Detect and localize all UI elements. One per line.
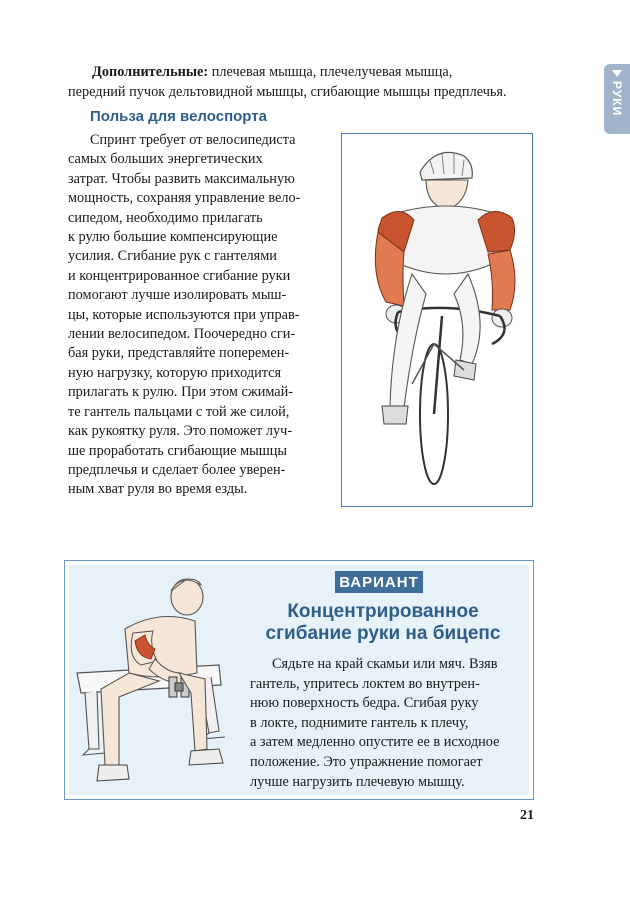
section-line: самых больших энергетических	[68, 151, 263, 168]
section-line: лении велосипедом. Поочередно сги-	[68, 326, 296, 343]
section-line: те гантель пальцами с той же силой,	[68, 403, 290, 420]
section-line: и концентрированное сгибание руки	[68, 267, 291, 284]
section-line: ше проработать сгибающие мышцы	[68, 442, 288, 459]
intro-bold-label: Дополнительные:	[92, 64, 209, 80]
variant-line: Сядьте на край скамьи или мяч. Взяв	[272, 656, 498, 672]
variant-line: лучше нагрузить плечевую мышцу.	[250, 773, 465, 790]
section-line: усилия. Сгибание рук с гантелями	[68, 248, 277, 265]
variant-line: а затем медленно опустите ее в исходное	[250, 734, 500, 751]
variant-title-line: Концентрированное	[287, 601, 479, 622]
variant-title-line: сгибание руки на бицепс	[265, 623, 501, 644]
variant-badge: ВАРИАНТ	[335, 571, 423, 593]
section-line: цы, которые используются при управ-	[68, 306, 300, 323]
section-line: прилагать к рулю. При этом сжимай-	[68, 384, 294, 401]
section-line: бая руки, представляйте поперемен-	[68, 345, 290, 362]
variant-line: положение. Это упражнение помогает	[250, 753, 483, 770]
side-tab-label: РУКИ	[610, 81, 624, 117]
side-tab[interactable]	[604, 64, 630, 134]
intro-text: плечевая мышца, плечелучевая мышца, передний пучок дельтовидной мышцы, сгибающие мышцы предплечья.	[68, 64, 507, 100]
variant-line: в локте, поднимите гантель к плечу,	[250, 714, 469, 731]
section-body	[68, 131, 318, 500]
section-line: сипедом, необходимо прилагать	[68, 209, 263, 226]
section-line: затрат. Чтобы развить максимальную	[68, 170, 295, 187]
cyclist-illustration	[341, 133, 533, 507]
cyclist-drawing	[342, 134, 532, 506]
section-line: как рукоятку руля. Это поможет луч-	[68, 423, 293, 440]
concentration-curl-illustration	[69, 569, 245, 795]
intro-paragraph	[68, 62, 508, 102]
section-line: мощность, сохраняя управление вело-	[68, 190, 301, 207]
section-line: ным хват руля во время езды.	[68, 481, 248, 498]
page-number: 21	[520, 808, 534, 823]
section-line: к рулю большие компенсирующие	[68, 229, 278, 246]
variant-line: гантель, упритесь локтем во внутрен-	[250, 675, 480, 692]
triangle-down-icon	[612, 70, 622, 77]
section-line: ную нагрузку, которую приходится	[68, 364, 282, 381]
concentration-curl-drawing	[69, 569, 245, 795]
section-line: Спринт требует от велосипедиста	[90, 132, 296, 148]
variant-line: нюю поверхность бедра. Сгибая руку	[250, 695, 479, 712]
variant-body	[250, 655, 522, 792]
section-line: предплечья и сделает более уверен-	[68, 461, 286, 478]
variant-title	[253, 601, 513, 645]
variant-box	[64, 560, 534, 800]
section-line: помогают лучше изолировать мыш-	[68, 287, 287, 304]
section-title: Польза для велоспорта	[90, 108, 267, 125]
